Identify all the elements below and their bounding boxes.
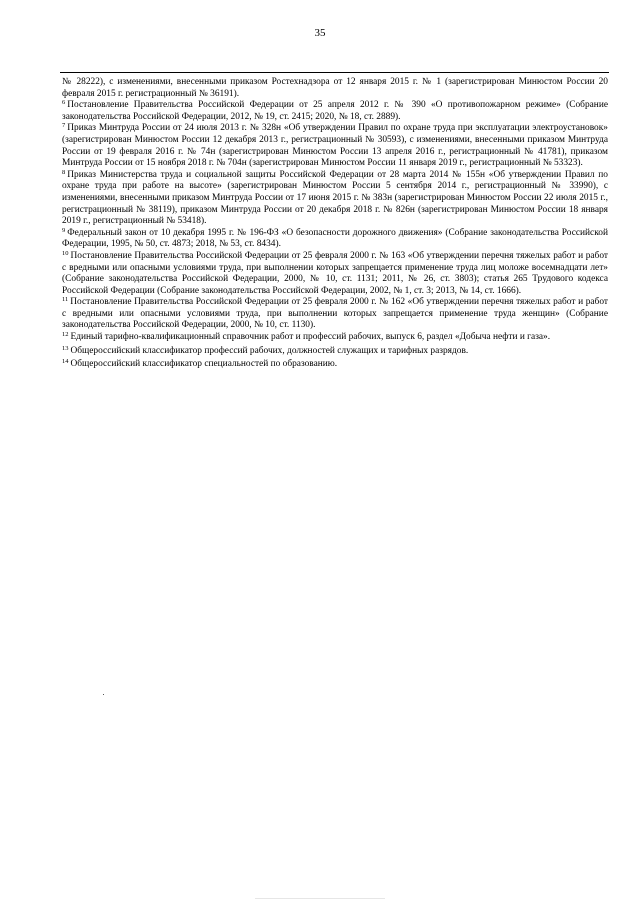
footnotes-block	[62, 77, 608, 371]
footnote-separator	[60, 72, 609, 73]
footnote-13	[62, 346, 608, 358]
footnote-text: Постановление Правительства Российской Федерации от 25 февраля 2000 г. № 163 «Об утверждении перечня тяжелых работ и работ с вредными или опасными условиями труда, при выполнении которых запрещается применение труда лиц моложе восемнадцати лет» (Собрание законодательства Российской Федерации, 2000, № 10, ст. 1131; 2011, № 26, ст. 3803); статья 265 Трудового кодекса Российской Федерации (Собрание законодательства Российской Федерации, 2002, № 1, ст. 3; 2013, № 14, ст. 1666).	[62, 250, 608, 296]
footnote-text: Постановление Правительства Российской Федерации от 25 апреля 2012 г. № 390 «О противопожарном режиме» (Собрание законодательства Российской Федерации, 2012, № 19, ст. 2415; 2020, № 18, ст. 2889).	[62, 100, 608, 122]
footnote-marker: 6	[62, 99, 66, 107]
footnote-14	[62, 359, 608, 371]
footnote-marker: 10	[62, 249, 69, 257]
page-number: 35	[314, 27, 326, 39]
footnote-marker: 8	[62, 168, 66, 176]
footnote-marker: 14	[62, 358, 69, 366]
footnote-text: Общероссийский классификатор специальностей по образованию.	[70, 359, 338, 370]
footnote-text: Федеральный закон от 10 декабря 1995 г. № 196-ФЗ «О безопасности дорожного движения» (Собрание законодательства Российской Федерации, 1995, № 50, ст. 4873; 2018, № 53, ст. 8434).	[62, 227, 608, 250]
footnote-continuation	[62, 77, 608, 100]
footnote-8	[62, 170, 608, 228]
footnote-12	[62, 332, 608, 344]
footnote-9	[62, 228, 608, 251]
footnote-6	[62, 100, 608, 123]
footnote-marker: 9	[62, 226, 66, 234]
footnote-marker: 13	[62, 344, 69, 352]
scan-bottom-edge	[255, 898, 385, 899]
footnote-text: № 28222), с изменениями, внесенными приказом Ростехнадзора от 12 января 2015 г. № 1 (зарегистрирован Минюстом России 20 февраля 2015 г. регистрационный № 36191).	[62, 77, 608, 99]
footnote-text: Постановление Правительства Российской Федерации от 25 февраля 2000 г. № 162 «Об утверждении перечня тяжелых работ и работ с вредными или опасными условиями труда, при выполнении которых запрещается применение труда женщин» (Собрание законодательства Российской Федерации, 2000, № 10, ст. 1130).	[62, 297, 608, 331]
footnote-10	[62, 251, 608, 297]
footnote-text: Приказ Министерства труда и социальной защиты Российской Федерации от 28 марта 2014 № 155н «Об утверждении Правил по охране труда при работе на высоте» (зарегистрирован Минюстом России 5 сентября 2014 г., регистрационный № 33990), с изменениями, внесенными приказом Минтруда России от 17 июня 2015 г. № 383н (зарегистрирован Минюстом России 22 июля 2015 г., регистрационный № 38119), приказом Минтруда России от 20 декабря 2018 г. № 826н (зарегистрирован Минюстом России 18 января 2019 г., регистрационный № 53418).	[62, 169, 608, 227]
footnote-text: Общероссийский классификатор профессий рабочих, должностей служащих и тарифных разрядов.	[70, 345, 469, 356]
footnote-text: Единый тарифно-квалификационный справочник работ и профессий рабочих, выпуск 6, раздел «Добыча нефти и газа».	[70, 332, 551, 343]
footnote-text: Приказ Минтруда России от 24 июля 2013 г. № 328н «Об утверждении Правил по охране труда при эксплуатации электроустановок» (зарегистрирован Минюстом России 12 декабря 2013 г., регистрационный № 30593), с изменениями, внесенными приказом Минтруда России от 19 февраля 2016 г. № 74н (зарегистрирован Минюстом России 13 апреля 2016 г., регистрационный № 41781), приказом Минтруда России от 15 ноября 2018 г. № 704н (зарегистрирован Минюстом России 11 января 2019 г., регистрационный № 53323).	[62, 123, 608, 169]
footnote-7	[62, 123, 608, 169]
footnote-marker: 7	[62, 122, 66, 130]
footnote-11	[62, 297, 608, 332]
scan-speck	[103, 694, 104, 695]
footnote-marker: 11	[62, 296, 69, 304]
footnote-marker: 12	[62, 331, 69, 339]
